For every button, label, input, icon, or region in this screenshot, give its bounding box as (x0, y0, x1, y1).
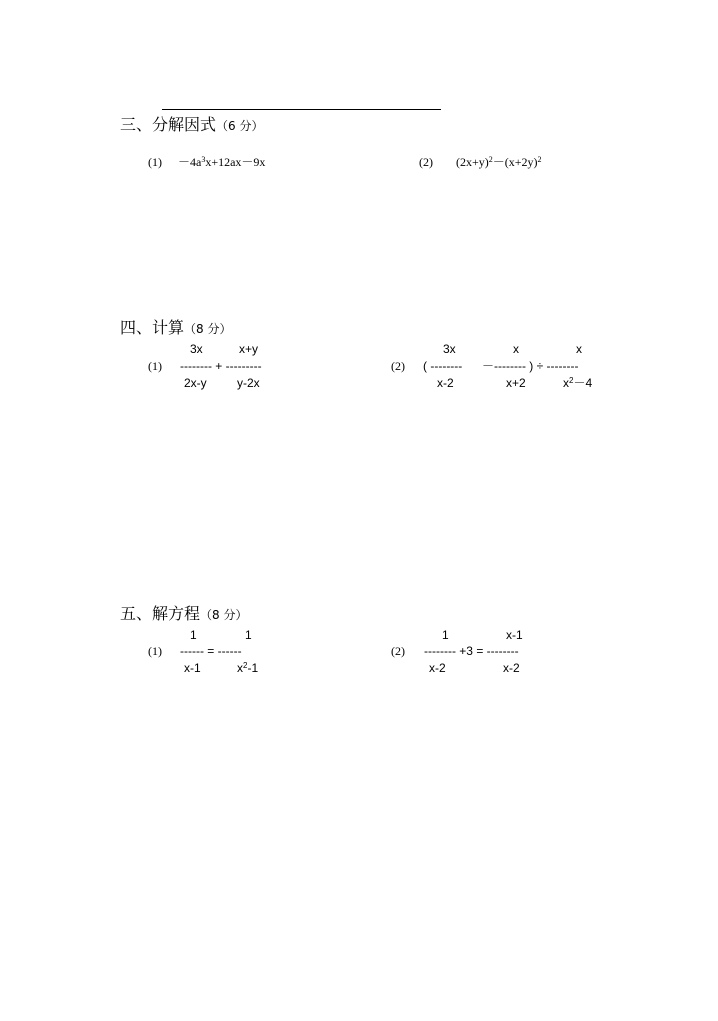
section-3-title: 三、分解因式 (120, 115, 217, 134)
s4-q1-fraction-bars: -------- + --------- (180, 359, 262, 373)
section-5-title: 五、解方程 (120, 604, 201, 623)
s5-q1-denominator-2: $x^2-1$ (237, 661, 259, 675)
section-3-points: （6 分） (216, 119, 264, 133)
s5-q2-denominator-1: x-2 (429, 661, 446, 675)
s4-q1-denominator-1: 2x-y (184, 376, 207, 390)
s5-q1-numerator-1: 1 (190, 628, 197, 642)
s4-q1-denominator-2: y-2x (237, 376, 260, 390)
s4-q1-numerator-1: 3x (190, 342, 203, 356)
section-5-points: （8 分） (200, 608, 248, 622)
s4-q1-number: (1) (148, 359, 162, 373)
s4-q2-numerator-3: x (576, 342, 582, 356)
answer-blank-line (162, 109, 441, 110)
s3-q1-expression: $-4a^3x+12ax-9x$ (178, 155, 266, 169)
section-4-points: （8 分） (184, 322, 232, 336)
s3-q2-expression: $(2x+y)^2-(x+2y)^2$ (456, 155, 542, 169)
s5-q2-denominator-2: x-2 (503, 661, 520, 675)
section-5-heading (120, 606, 247, 622)
section-4-heading (120, 320, 231, 336)
section-4-title: 四、计算 (120, 318, 185, 337)
s4-q2-fraction-bars-a: ( -------- (423, 359, 463, 373)
s5-q2-number: (2) (391, 644, 405, 658)
s5-q2-fraction-bars: -------- +3 = -------- (424, 644, 519, 658)
s5-q1-fraction-bars: ------ = ------ (180, 644, 242, 658)
s4-q2-numerator-2: x (513, 342, 519, 356)
s4-q2-number: (2) (391, 359, 405, 373)
s5-q1-number: (1) (148, 644, 162, 658)
section-3-heading (120, 117, 263, 133)
s5-q2-numerator-2: x-1 (506, 628, 523, 642)
s4-q2-fraction-bars-b: －-------- ) ÷ -------- (482, 359, 579, 373)
s4-q1-numerator-2: x+y (239, 342, 259, 356)
s5-q1-numerator-2: 1 (245, 628, 252, 642)
s5-q2-numerator-1: 1 (442, 628, 449, 642)
s4-q2-denominator-2: x+2 (506, 376, 526, 390)
s4-q2-numerator-1: 3x (443, 342, 456, 356)
s4-q2-denominator-3: $x^2-4$ (563, 376, 593, 390)
s4-q2-denominator-1: x-2 (437, 376, 454, 390)
s3-q2-number: (2) (419, 155, 433, 169)
s3-q1-number: (1) (148, 155, 162, 169)
s5-q1-denominator-1: x-1 (184, 661, 201, 675)
